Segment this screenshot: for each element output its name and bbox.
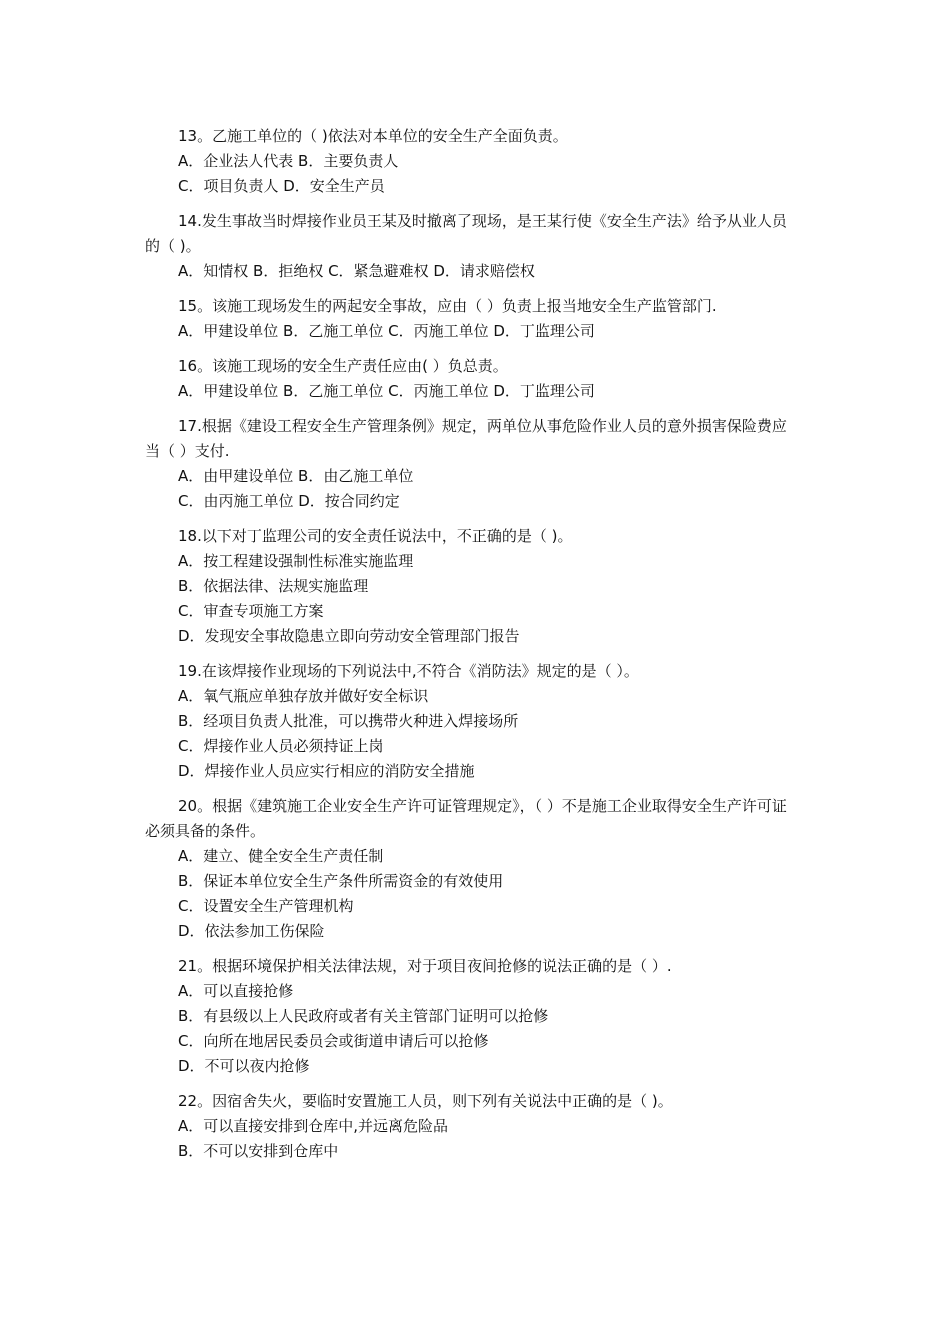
- question-13: [145, 124, 800, 199]
- option-line: C．设置安全生产管理机构: [178, 897, 354, 915]
- option-line: B．经项目负责人批准，可以携带火种进入焊接场所: [178, 712, 519, 730]
- question-22: [145, 1089, 800, 1164]
- option-line: D．焊接作业人员应实行相应的消防安全措施: [178, 762, 475, 780]
- option-line: A．可以直接安排到仓库中,并远离危险品: [178, 1117, 449, 1135]
- question-19: [145, 659, 800, 784]
- question-text: 20。根据《建筑施工企业安全生产许可证管理规定》，（ ）不是施工企业取得安全生产许可证必须具备的条件。: [145, 797, 787, 840]
- question-14: [145, 209, 800, 284]
- question-text: 15。该施工现场发生的两起安全事故，应由（ ）负责上报当地安全生产监管部门.: [178, 297, 717, 315]
- question-text: 18.以下对丁监理公司的安全责任说法中，不正确的是（ )。: [178, 527, 573, 545]
- question-21: [145, 954, 800, 1079]
- option-line: A．由甲建设单位 B．由乙施工单位: [178, 467, 414, 485]
- question-text: 22。因宿舍失火，要临时安置施工人员，则下列有关说法中正确的是（ )。: [178, 1092, 673, 1110]
- option-line: A．企业法人代表 B．主要负责人: [178, 152, 399, 170]
- option-line: D．发现安全事故隐患立即向劳动安全管理部门报告: [178, 627, 520, 645]
- option-line: C．由丙施工单位 D．按合同约定: [178, 492, 400, 510]
- question-text: 21。根据环境保护相关法律法规，对于项目夜间抢修的说法正确的是（ ）.: [178, 957, 672, 975]
- option-line: A．甲建设单位 B．乙施工单位 C．丙施工单位 D．丁监理公司: [178, 322, 595, 340]
- question-18: [145, 524, 800, 649]
- option-line: B．有县级以上人民政府或者有关主管部门证明可以抢修: [178, 1007, 549, 1025]
- option-line: B．保证本单位安全生产条件所需资金的有效使用: [178, 872, 504, 890]
- document-page: [145, 124, 800, 1174]
- option-line: D．不可以夜内抢修: [178, 1057, 310, 1075]
- option-line: C．焊接作业人员必须持证上岗: [178, 737, 384, 755]
- option-line: D．依法参加工伤保险: [178, 922, 325, 940]
- option-line: A．知情权 B．拒绝权 C．紧急避难权 D．请求赔偿权: [178, 262, 535, 280]
- question-20: [145, 794, 800, 944]
- option-line: A．按工程建设强制性标准实施监理: [178, 552, 414, 570]
- option-line: A．氧气瓶应单独存放并做好安全标识: [178, 687, 429, 705]
- option-line: A．可以直接抢修: [178, 982, 294, 1000]
- question-text: 14.发生事故当时焊接作业员王某及时撤离了现场，是王某行使《安全生产法》给予从业人员的（ )。: [145, 212, 787, 255]
- option-line: C．项目负责人 D．安全生产员: [178, 177, 385, 195]
- question-15: [145, 294, 800, 344]
- question-text: 19.在该焊接作业现场的下列说法中,不符合《消防法》规定的是（ ）。: [178, 662, 639, 680]
- option-line: A．甲建设单位 B．乙施工单位 C．丙施工单位 D．丁监理公司: [178, 382, 595, 400]
- option-line: B．不可以安排到仓库中: [178, 1142, 339, 1160]
- option-line: B．依据法律、法规实施监理: [178, 577, 369, 595]
- question-17: [145, 414, 800, 514]
- option-line: C．向所在地居民委员会或街道申请后可以抢修: [178, 1032, 489, 1050]
- question-text: 16。该施工现场的安全生产责任应由( ）负总责。: [178, 357, 508, 375]
- option-line: A．建立、健全安全生产责任制: [178, 847, 384, 865]
- question-16: [145, 354, 800, 404]
- question-text: 13。乙施工单位的（ )依法对本单位的安全生产全面负责。: [178, 127, 568, 145]
- option-line: C．审查专项施工方案: [178, 602, 324, 620]
- question-text: 17.根据《建设工程安全生产管理条例》规定，两单位从事危险作业人员的意外损害保险费应当（ ）支付.: [145, 417, 787, 460]
